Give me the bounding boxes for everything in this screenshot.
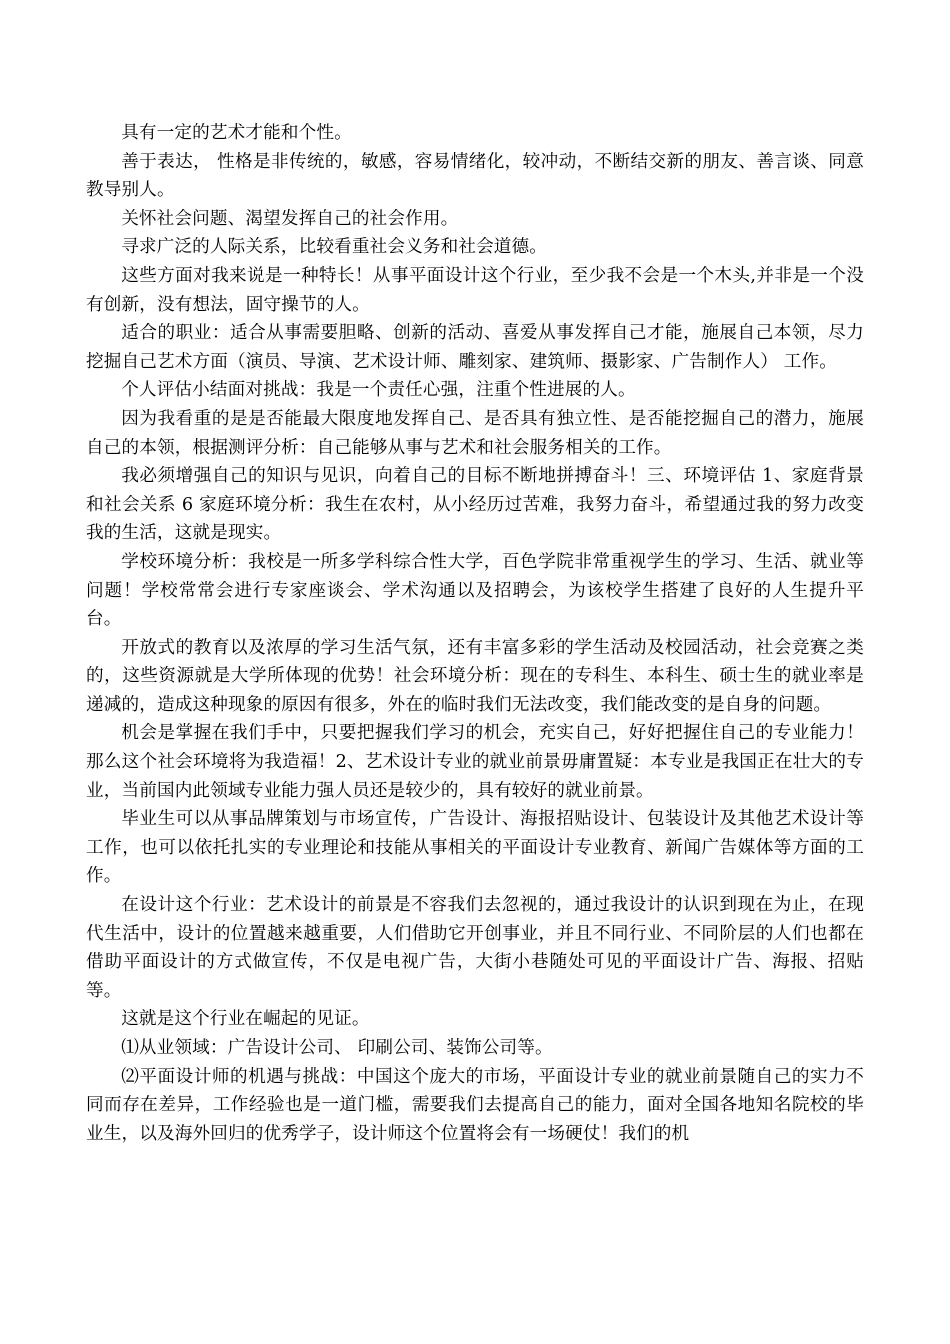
paragraph: 寻求广泛的人际关系，比较看重社会义务和社会道德。 [121, 237, 548, 258]
paragraph: 善于表达， 性格是非传统的，敏感，容易情绪化，较冲动，不断结交新的朋友、善言谈、同意教导别人。 [86, 151, 864, 201]
paragraph: 关怀社会问题、渴望发挥自己的社会作用。 [121, 208, 459, 229]
paragraph: 学校环境分析：我校是一所多学科综合性大学，百色学院非常重视学生的学习、生活、就业等问题！学校常常会进行专家座谈会、学术沟通以及招聘会，为该校学生搭建了良好的人生提升平台。 [86, 551, 864, 630]
paragraph: 这些方面对我来说是一种特长！从事平面设计这个行业，至少我不会是一个木头,并非是一个没有创新，没有想法，固守操节的人。 [86, 265, 864, 315]
paragraph: 适合的职业：适合从事需要胆略、创新的活动、喜爱从事发挥自己才能，施展自己本领，尽力挖掘自己艺术方面（演员、导演、艺术设计师、雕刻家、建筑师、摄影家、广告制作人） 工作。 [86, 323, 864, 372]
paragraph: 我必须增强自己的知识与见识，向着自己的目标不断地拼搏奋斗！三、环境评估 1、家庭背景和社会关系 6 家庭环境分析：我生在农村，从小经历过苦难，我努力奋斗，希望通过我的努力改变我的生活，这就是现实。 [86, 466, 864, 544]
paragraph: 个人评估小结面对挑战：我是一个责任心强，注重个性进展的人。 [121, 380, 636, 401]
paragraph: 毕业生可以从事品牌策划与市场宣传，广告设计、海报招贴设计、包装设计及其他艺术设计等工作，也可以依托扎实的专业理论和技能从事相关的平面设计专业教育、新闻广告媒体等方面的工作。 [86, 809, 864, 887]
paragraph: 开放式的教育以及浓厚的学习生活气氛，还有丰富多彩的学生活动及校园活动，社会竞赛之类的，这些资源就是大学所体现的优势！社会环境分析：现在的专科生、本科生、硕士生的就业率是递减的，造成这种现象的原因有很多，外在的临时我们无法改变，我们能改变的是自身的问题。 [86, 637, 864, 715]
paragraph: 机会是掌握在我们手中，只要把握我们学习的机会，充实自己，好好把握住自己的专业能力！那么这个社会环境将为我造福！2、艺术设计专业的就业前景毋庸置疑：本专业是我国正在壮大的专业，当前国内此领域专业能力强人员还是较少的，具有较好的就业前景。 [86, 723, 864, 801]
paragraph: 在设计这个行业：艺术设计的前景是不容我们去忽视的，通过我设计的认识到现在为止，在现代生活中，设计的位置越来越重要，人们借助它开创事业，并且不同行业、不同阶层的人们也都在借助平面设计的方式做宣传，不仅是电视广告，大街小巷随处可见的平面设计广告、海报、招贴等。 [86, 895, 864, 1001]
paragraph: 因为我看重的是是否能最大限度地发挥自己、是否具有独立性、是否能挖掘自己的潜力，施展自己的本领，根据测评分析：自己能够从事与艺术和社会服务相关的工作。 [86, 408, 864, 458]
document-page [86, 119, 864, 1148]
paragraph: ⑴从业领域：广告设计公司、 印刷公司、装饰公司等。 [121, 1038, 553, 1058]
paragraph: 具有一定的艺术才能和个性。 [121, 123, 352, 143]
paragraph: 这就是这个行业在崛起的见证。 [121, 1009, 370, 1030]
paragraph: ⑵平面设计师的机遇与挑战：中国这个庞大的市场，平面设计专业的就业前景随自己的实力不同而存在差异，工作经验也是一道门槛，需要我们去提高自己的能力，面对全国各地知名院校的毕业生，以及海外回归的优秀学子，设计师这个位置将会有一场硬仗！我们的机 [86, 1066, 864, 1144]
